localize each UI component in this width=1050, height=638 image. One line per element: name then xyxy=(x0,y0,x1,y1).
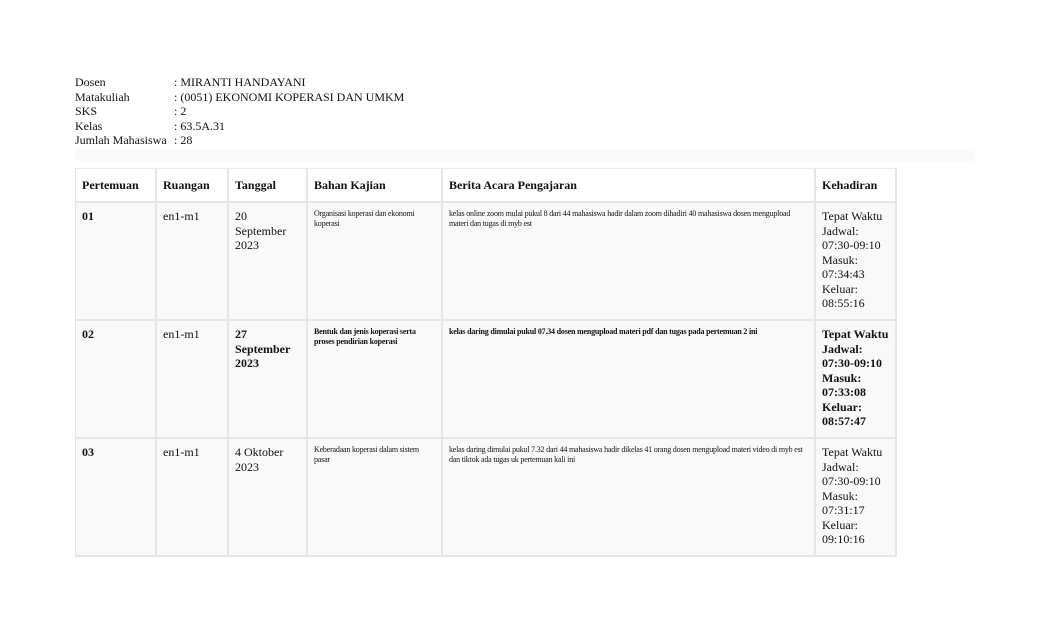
cell-pertemuan: 01 xyxy=(75,203,157,321)
kehadiran-keluar: Keluar: 09:10:16 xyxy=(822,517,865,546)
cell-ruangan: en1-m1 xyxy=(157,321,229,439)
info-value: : 63.5A.31 xyxy=(174,118,225,133)
cell-pertemuan: 02 xyxy=(75,321,157,439)
info-value: : 28 xyxy=(174,133,193,148)
info-label: Jumlah Mahasiswa xyxy=(75,133,167,148)
kehadiran-keluar: Keluar: 08:55:16 xyxy=(822,281,865,310)
col-header-pertemuan: Pertemuan xyxy=(75,168,157,203)
info-row-dosen xyxy=(75,75,404,90)
cell-ruangan: en1-m1 xyxy=(157,439,229,557)
cell-bahan-kajian: Keberadaan koperasi dalam sistem pasar xyxy=(308,439,443,557)
cell-berita-acara: kelas daring dimulai pukul 07.34 dosen mengupload materi pdf dan tugas pada pertemuan 2 ini xyxy=(443,321,816,439)
info-row-jumlah xyxy=(75,133,404,148)
col-header-bahan-kajian: Bahan Kajian xyxy=(308,168,443,203)
kehadiran-keluar: Keluar: 08:57:47 xyxy=(822,399,866,428)
table-header-row xyxy=(75,168,897,203)
kehadiran-masuk: Masuk: 07:34:43 xyxy=(822,252,865,281)
kehadiran-jadwal: Jadwal: 07:30-09:10 xyxy=(822,341,882,370)
col-header-ruangan: Ruangan xyxy=(157,168,229,203)
kehadiran-jadwal: Jadwal: 07:30-09:10 xyxy=(822,459,881,488)
col-header-kehadiran: Kehadiran xyxy=(816,168,897,203)
table-row xyxy=(75,439,897,557)
cell-berita-acara: kelas daring dimulai pukul 7.32 dari 44 mahasiswa hadir dikelas 41 orang dosen mengupload materi video di myb est dan tiktok ada tugas uk pertemuan kali ini xyxy=(443,439,816,557)
info-label: SKS xyxy=(75,104,98,119)
cell-pertemuan: 03 xyxy=(75,439,157,557)
info-label: Dosen xyxy=(75,75,106,89)
cell-tanggal: 4 Oktober 2023 xyxy=(229,439,308,557)
cell-kehadiran xyxy=(816,439,897,557)
info-label: Matakuliah xyxy=(75,89,130,104)
kehadiran-masuk: Masuk: 07:31:17 xyxy=(822,488,865,517)
cell-berita-acara: kelas online zoom mulai pukul 8 dari 44 mahasiswa hadir dalam zoom dihadiri 40 mahasiswa dosen mengupload materi dan tugas di myb est xyxy=(443,203,816,321)
info-row-matakuliah xyxy=(75,90,404,105)
cell-tanggal: 20 September 2023 xyxy=(229,203,308,321)
course-info xyxy=(75,75,404,148)
info-value: : 2 xyxy=(174,104,187,119)
info-label: Kelas xyxy=(75,118,103,133)
cell-bahan-kajian: Bentuk dan jenis koperasi serta proses pendirian koperasi xyxy=(308,321,443,439)
kehadiran-status: Tepat Waktu xyxy=(822,209,883,223)
cell-kehadiran xyxy=(816,203,897,321)
cell-kehadiran xyxy=(816,321,897,439)
attendance-table xyxy=(75,168,897,557)
table-row xyxy=(75,321,897,439)
info-row-kelas xyxy=(75,119,404,134)
divider xyxy=(75,149,975,161)
info-value: : (0051) EKONOMI KOPERASI DAN UMKM xyxy=(174,89,405,104)
info-value: : MIRANTI HANDAYANI xyxy=(174,75,306,89)
kehadiran-masuk: Masuk: 07:33:08 xyxy=(822,370,866,399)
col-header-berita-acara: Berita Acara Pengajaran xyxy=(443,168,816,203)
cell-tanggal: 27 September 2023 xyxy=(229,321,308,439)
cell-ruangan: en1-m1 xyxy=(157,203,229,321)
table-row xyxy=(75,203,897,321)
col-header-tanggal: Tanggal xyxy=(229,168,308,203)
cell-bahan-kajian: Organisasi koperasi dan ekonomi koperasi xyxy=(308,203,443,321)
kehadiran-jadwal: Jadwal: 07:30-09:10 xyxy=(822,223,881,252)
info-row-sks xyxy=(75,104,404,119)
kehadiran-status: Tepat Waktu xyxy=(822,445,883,459)
kehadiran-status: Tepat Waktu xyxy=(822,327,889,341)
